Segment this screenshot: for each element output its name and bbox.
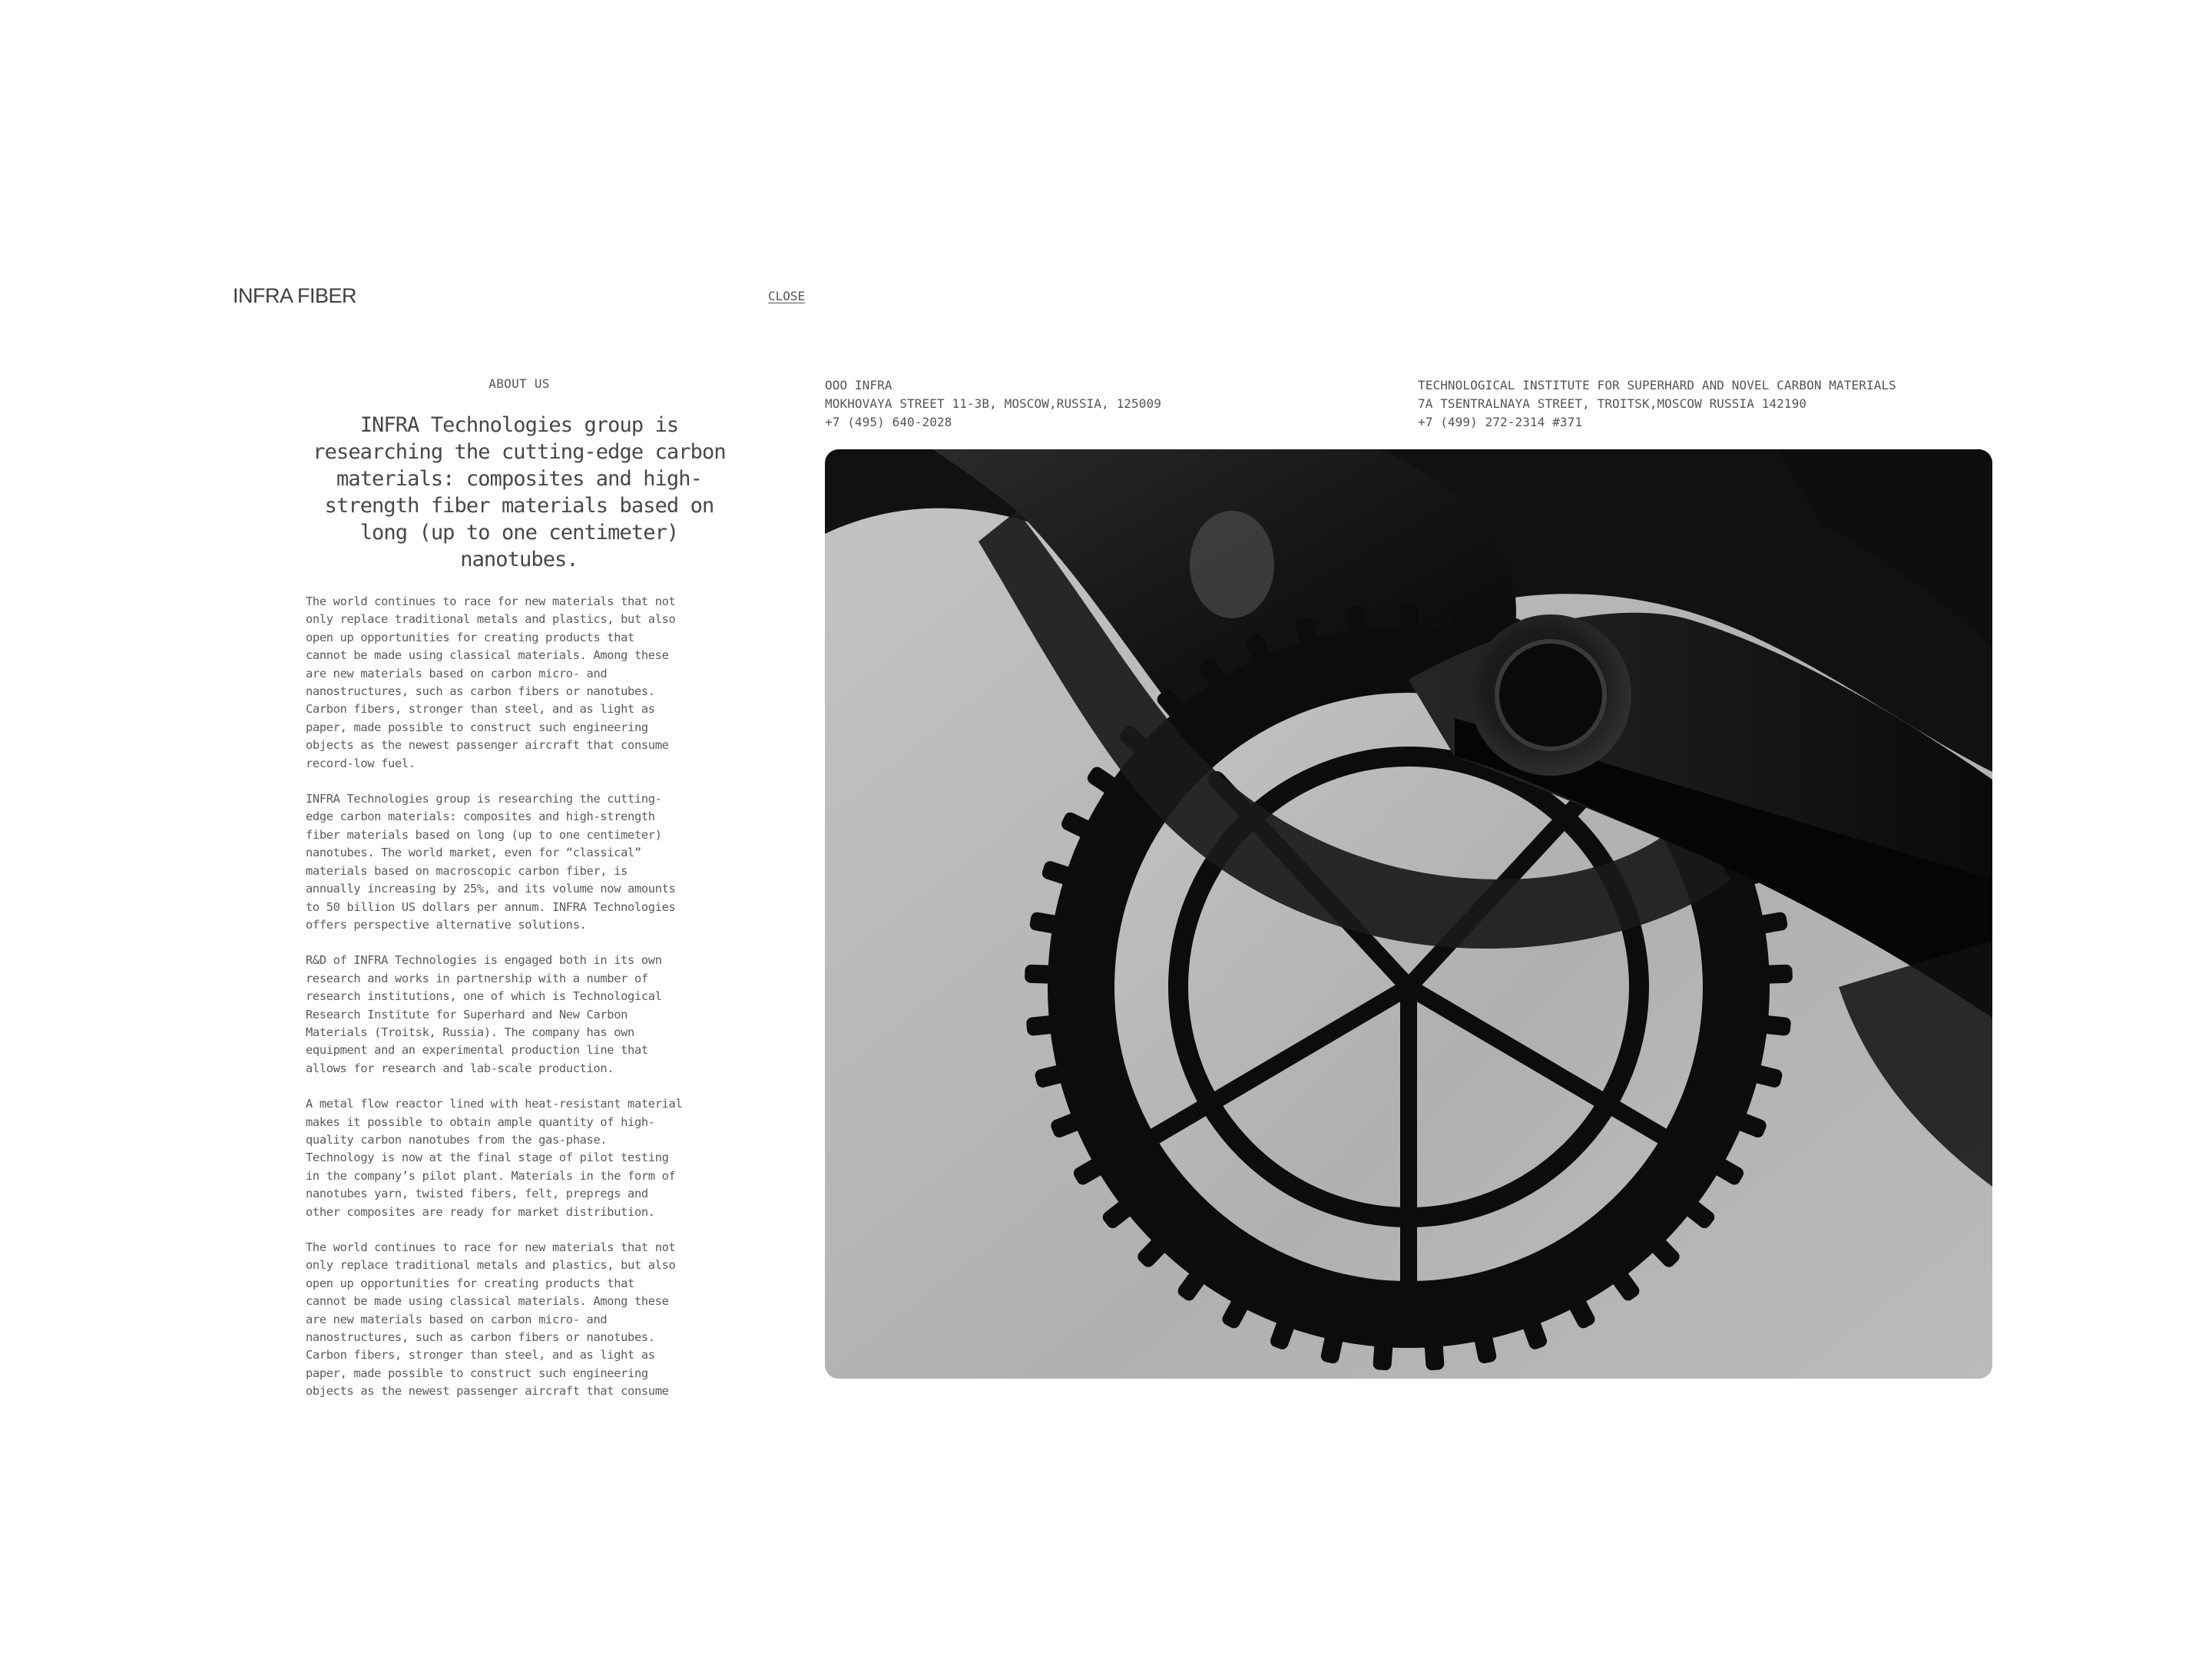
contact-address: MOKHOVAYA STREET 11-3B, MOSCOW,RUSSIA, 125009: [825, 396, 1161, 411]
about-paragraph: A metal flow reactor lined with heat-resistant material makes it possible to obtain ample quantity of high- quality carbon nanotubes from the gas-phase. Technology is now at the final stage of pilot testing in the company’s pilot plant. Materials in the form of nanotubes yarn, twisted fibers, felt, prepregs and other composites are ready for market distribution.: [306, 1097, 683, 1219]
contact-infra: [825, 376, 1161, 432]
close-button[interactable]: CLOSE: [768, 289, 806, 303]
brand-logo[interactable]: INFRA FIBER: [233, 284, 357, 307]
crankset-illustration: [825, 449, 1992, 1379]
contact-phone[interactable]: +7 (499) 272-2314 #371: [1418, 415, 1583, 429]
contact-name: TECHNOLOGICAL INSTITUTE FOR SUPERHARD AND NOVEL CARBON MATERIALS: [1418, 378, 1896, 392]
about-paragraph: The world continues to race for new materials that not only replace traditional metals and plastics, but also open up opportunities for creating products that cannot be made using classical materials. Among these are new materials based on carbon micro- and nanostructures, such as carbon fibers or nanotubes. Carbon fibers, stronger than steel, and as light as paper, made possible to construct such engineering objects as the newest passenger aircraft that consume: [306, 1240, 676, 1398]
about-label: ABOUT US: [488, 376, 550, 391]
hero-image: [825, 449, 1992, 1379]
contact-phone[interactable]: +7 (495) 640-2028: [825, 415, 952, 429]
about-paragraph: INFRA Technologies group is researching the cutting- edge carbon materials: composites and high-strength fiber materials based on long (up to one centimeter) nanotubes. The world market, even for “classical” materials based on macroscopic carbon fiber, is annually increasing by 25%, and its volume now amounts to 50 billion US dollars per annum. INFRA Technologies offers perspective alternative solutions.: [306, 792, 676, 932]
contact-address: 7A TSENTRALNAYA STREET, TROITSK,MOSCOW RUSSIA 142190: [1418, 396, 1807, 411]
contact-institute: [1418, 376, 1896, 432]
contact-name: OOO INFRA: [825, 378, 892, 392]
about-paragraph: The world continues to race for new materials that not only replace traditional metals and plastics, but also open up opportunities for creating products that cannot be made using classical materials. Among these are new materials based on carbon micro- and nanostructures, such as carbon fibers or nanotubes. Carbon fibers, stronger than steel, and as light as paper, made possible to construct such engineering objects as the newest passenger aircraft that consume record-low fuel.: [306, 594, 676, 770]
about-section: [306, 376, 733, 1398]
about-paragraph: R&D of INFRA Technologies is engaged both in its own research and works in partnership with a number of research institutions, one of which is Technological Research Institute for Superhard and New Carbon Materials (Troitsk, Russia). The company has own equipment and an experimental production line that allows for research and lab-scale production.: [306, 953, 662, 1075]
about-lead: INFRA Technologies group is researching the cutting-edge carbon materials: composites and high-strength fiber materials based on long (up to one centimeter) nanotubes.: [313, 413, 726, 571]
